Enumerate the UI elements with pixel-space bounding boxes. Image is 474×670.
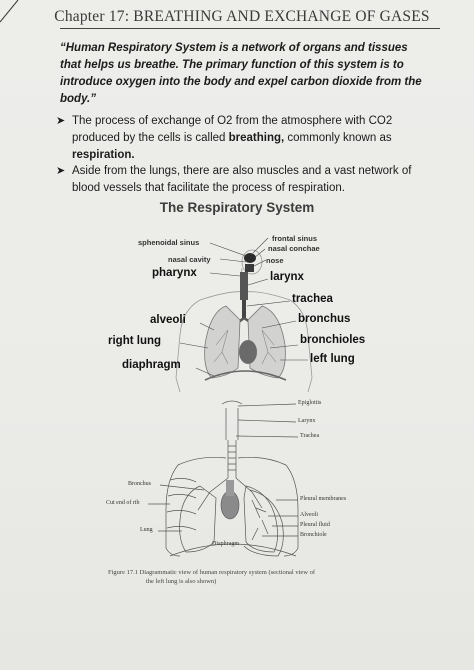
quote-line: that helps us breathe. The primary function of this system is to [60, 59, 404, 71]
label-right-lung: right lung [108, 335, 162, 347]
label-diaphragm: diaphragm [122, 359, 181, 371]
label-bronchiole: Bronchiole [300, 532, 327, 538]
label-nose: nose [266, 256, 284, 265]
label-left-lung: left lung [310, 353, 355, 365]
label-frontal-sinus: frontal sinus [272, 234, 318, 243]
label-pharynx: pharynx [152, 267, 197, 279]
label-epiglottis: Epiglottis [298, 400, 322, 406]
label-sphenoidal-sinus: sphenoidal sinus [138, 238, 200, 247]
bold-term-respiration: respiration. [72, 149, 135, 161]
arrow-bullet-icon: ➤ [56, 165, 66, 177]
bullet-line: Aside from the lungs, there are also muscles and a vast network of [72, 165, 412, 177]
figure-caption [108, 568, 378, 586]
label-bronchus: bronchus [298, 313, 351, 325]
label-bronchus-2: Bronchus [128, 481, 151, 487]
label-nasal-conchae: nasal conchae [268, 244, 320, 253]
label-lung-2: Lung [140, 527, 153, 533]
label-alveoli: alveoli [150, 314, 186, 326]
arrow-bullet-icon: ➤ [56, 115, 66, 127]
caption-line: the left lung is also shown) [146, 578, 217, 585]
caption-line: Figure 17.1 Diagrammatic view of human respiratory system (sectional view of [108, 569, 316, 576]
bullet-line: The process of exchange of O2 from the atmosphere with CO2 [72, 115, 393, 127]
label-larynx: larynx [270, 271, 304, 283]
label-trachea: trachea [292, 293, 333, 305]
chapter-title: Chapter 17: BREATHING AND EXCHANGE OF GASES [54, 8, 430, 25]
quote-line: body.” [60, 93, 96, 105]
bullet-line: blood vessels that facilitate the process of respiration. [72, 182, 345, 194]
quote-line: introduce oxygen into the body and expel carbon dioxide from the [60, 76, 422, 88]
quote-line: “Human Respiratory System is a network of organs and tissues [60, 42, 408, 54]
label-bronchioles: bronchioles [300, 334, 366, 346]
bullet-text: commonly known as [284, 132, 392, 144]
label-pleural-membranes: Pleural membranes [300, 496, 347, 502]
bullet-text: produced by the cells is called [72, 132, 229, 144]
label-trachea-2: Trachea [300, 433, 320, 439]
label-pleural-fluid: Pleural fluid [300, 522, 330, 528]
label-diaphragm-2: Diaphragm [212, 541, 239, 547]
label-nasal-cavity: nasal cavity [168, 255, 211, 264]
figure-title: The Respiratory System [159, 200, 315, 215]
label-alveoli-2: Alveoli [300, 512, 318, 518]
label-larynx-2: Larynx [298, 418, 316, 424]
bold-term-breathing: breathing, [228, 132, 285, 144]
label-cut-end-of-rib: Cut end of rib [106, 500, 140, 506]
